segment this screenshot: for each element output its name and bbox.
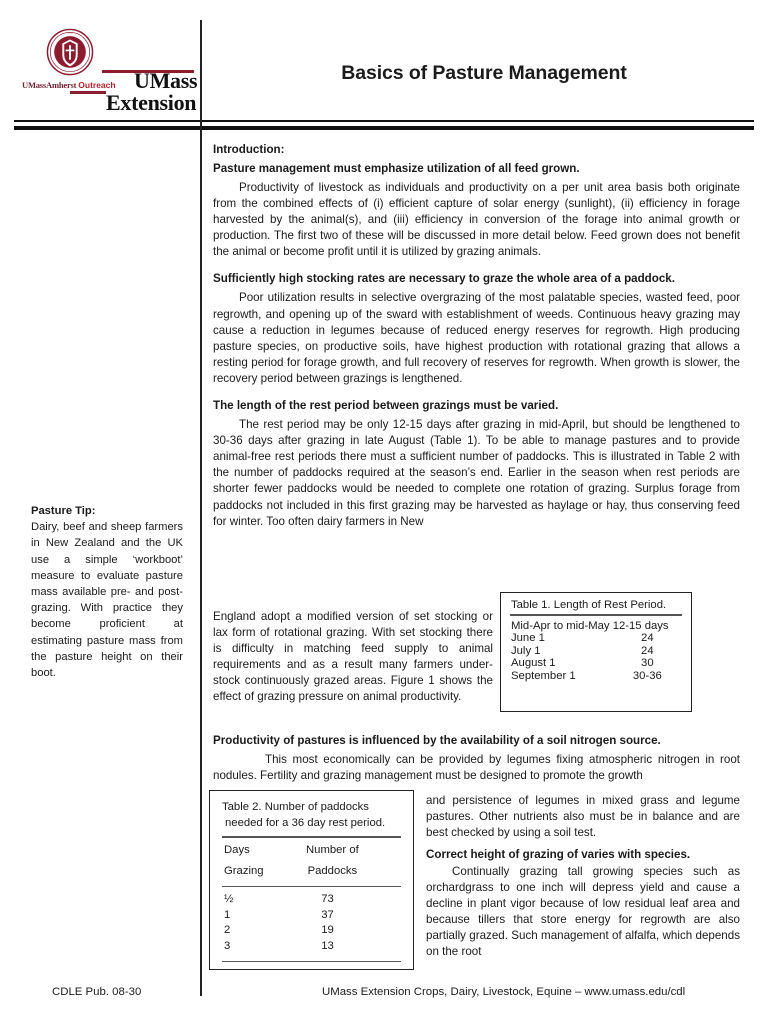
umass-extension-logo (22, 28, 198, 115)
main-content-column (213, 142, 740, 530)
header-rule-thick (14, 126, 754, 130)
table-cell-value: 37 (321, 908, 334, 921)
column-divider-rule (200, 20, 202, 996)
section-heading-4: Productivity of pastures is influenced by the availability of a soil nitrogen source. (213, 734, 661, 747)
section-paragraph-3-wrap: England adopt a modified version of set stocking or lax form of rotational grazing. With set stocking there is difficulty in matching feed supply to animal requirements and as a result many farmers under-stock continuously grazed areas. Figure 1 shows the effect of grazing pressure on animal productivity. (213, 610, 493, 704)
table-2-col2-line1: Number of (306, 843, 359, 856)
table-row (210, 922, 413, 938)
table-2-data (210, 887, 413, 953)
section-paragraph-2: Poor utilization results in selective overgrazing of the most palatable species, wasted feed, poor regrowth, and opening up of the sward with establishment of weeds. Continuous heavy grazing may cause a reduction in legumes because of reduced energy reserves for regrowth. High producing pasture species, on productive soils, have highest production with rotational grazing that allows a resting period for forage growth, and full recovery of reserves for regrowth. When growth is slower, the recovery period between grazings is lengthened. (213, 291, 740, 385)
section-heading-1: Pasture management must emphasize utilization of all feed grown. (213, 162, 580, 175)
table-2-col2-line2: Paddocks (307, 865, 358, 877)
pasture-tip-sidebar (31, 503, 183, 681)
logo-outreach-text: Outreach (78, 80, 116, 90)
section-paragraph-1: Productivity of livestock as individuals and productivity on a per unit area basis both originate from the combined effects of (i) efficient capture of solar energy (sunlight), (ii) efficiency in forage harvested by the animal(s), and (iii) efficiency in conversion of the forage into animal growth or production. The first two of these will be discussed in more detail below. Feed grown does not benefit the animal or become profit until it is utilized by grazing animals. (213, 181, 740, 259)
header-rule-thin (14, 120, 754, 122)
svg-text:•••••: ••••• (67, 31, 73, 36)
table-1-body (501, 632, 691, 683)
table-1-lead-row: Mid-Apr to mid-May 12-15 days (511, 619, 669, 632)
table-row (210, 906, 413, 922)
table-1-header-rule (510, 614, 682, 616)
table-cell-value: 13 (321, 939, 334, 952)
table-2-col1-line1: Days (224, 843, 250, 856)
table-1-length-of-rest-period (500, 592, 692, 712)
table-2-body (210, 838, 413, 881)
table-cell-value: 19 (321, 924, 334, 936)
pasture-tip-body: Dairy, beef and sheep farmers in New Zealand and the UK use a simple ‘workboot’ measure to evaluate pasture mass available pre- and post-grazing. With practice they become proficient at estimating pasture mass from the pasture height on their boot. (31, 521, 183, 680)
table-2-bottom-rule (222, 961, 401, 963)
logo-extension-text: Extension (106, 90, 197, 115)
section-paragraph-4-wrap: and persistence of legumes in mixed grass and legume pastures. Other nutrients also must be in balance and are best checked by using a soil test. (426, 794, 740, 840)
table-cell-value: 24 (641, 631, 654, 644)
footer-attribution: UMass Extension Crops, Dairy, Livestock, Equine – www.umass.edu/cdl (322, 986, 686, 998)
table-row (501, 632, 691, 645)
pasture-tip-heading: Pasture Tip: (31, 505, 96, 517)
table-row (210, 838, 413, 860)
table-2-col1-line2: Grazing (224, 865, 264, 877)
table-cell-value: 24 (641, 644, 654, 657)
section-paragraph-3: The rest period may be only 12-15 days after grazing in mid-April, but should be lengthened to 30-36 days after grazing in late August (Table 1). To be able to manage pastures and to provide animal-free rest periods there must a sufficient number of paddocks. This is illustrated in Table 2 with the number of paddocks required at the season’s end. Earlier in the season when rest periods are shorter fewer paddocks would be needed to complete one rotation of grazing. Surplus forage from paddocks not included in this first grazing may be harvested as haylage or hay, thus conserving feed for winter. Too often dairy farmers in New (213, 418, 740, 528)
footer-publication-id: CDLE Pub. 08-30 (52, 986, 142, 998)
table-cell-label: ½ (224, 893, 234, 905)
umass-seal-icon (46, 28, 94, 76)
logo-umass-text: UMass (134, 68, 198, 93)
logo-umassamherst-text: UMassAmherst (22, 80, 77, 90)
table-cell-label: August 1 (511, 657, 556, 670)
section-heading-3: The length of the rest period between grazings must be varied. (213, 399, 559, 413)
table-2-caption-line1: Table 2. Number of paddocks (222, 801, 369, 813)
section-paragraph-5: Continually grazing tall growing species such as orchardgrass to one inch will depress yield and cause a decline in plant vigor because of low residual leaf area and because tillers that store energy for regrowth are also partially grazed. Such management of alfalfa, which depends on the root (426, 865, 740, 959)
logo-rule-lower (70, 91, 106, 94)
table-cell-label: June 1 (511, 631, 545, 644)
table-2-number-of-paddocks (209, 790, 414, 970)
section-4-block (213, 733, 740, 784)
introduction-label: Introduction: (213, 143, 285, 156)
section-paragraph-4: This most economically can be provided by legumes fixing atmospheric nitrogen in root nodules. Fertility and grazing management must be designed to promote the growth (213, 753, 740, 783)
table-row (210, 859, 413, 881)
page-title: Basics of Pasture Management (341, 62, 627, 84)
table-cell-label: 2 (224, 924, 231, 936)
table-cell-label: 3 (224, 939, 231, 952)
table-cell-label: 1 (224, 908, 231, 921)
table-row (501, 657, 691, 670)
table-row (501, 670, 691, 683)
section-heading-2: Sufficiently high stocking rates are necessary to graze the whole area of a paddock. (213, 272, 675, 286)
table-1-caption: Table 1. Length of Rest Period. (511, 599, 667, 611)
table-row (501, 644, 691, 657)
table-2-column-headers (210, 838, 413, 881)
table-cell-label: September 1 (511, 670, 576, 683)
section-heading-5: Correct height of grazing of varies with species. (426, 848, 691, 861)
table-row (210, 887, 413, 906)
table-row (210, 937, 413, 953)
table-2-caption-line2: needed for a 36 day rest period. (225, 817, 386, 829)
table-2-caption (210, 791, 413, 831)
table-cell-value: 30-36 (632, 670, 662, 683)
table-cell-value: 73 (321, 893, 334, 905)
page-header (0, 0, 768, 118)
table-cell-value: 30 (641, 657, 654, 670)
table-cell-label: July 1 (511, 644, 541, 657)
